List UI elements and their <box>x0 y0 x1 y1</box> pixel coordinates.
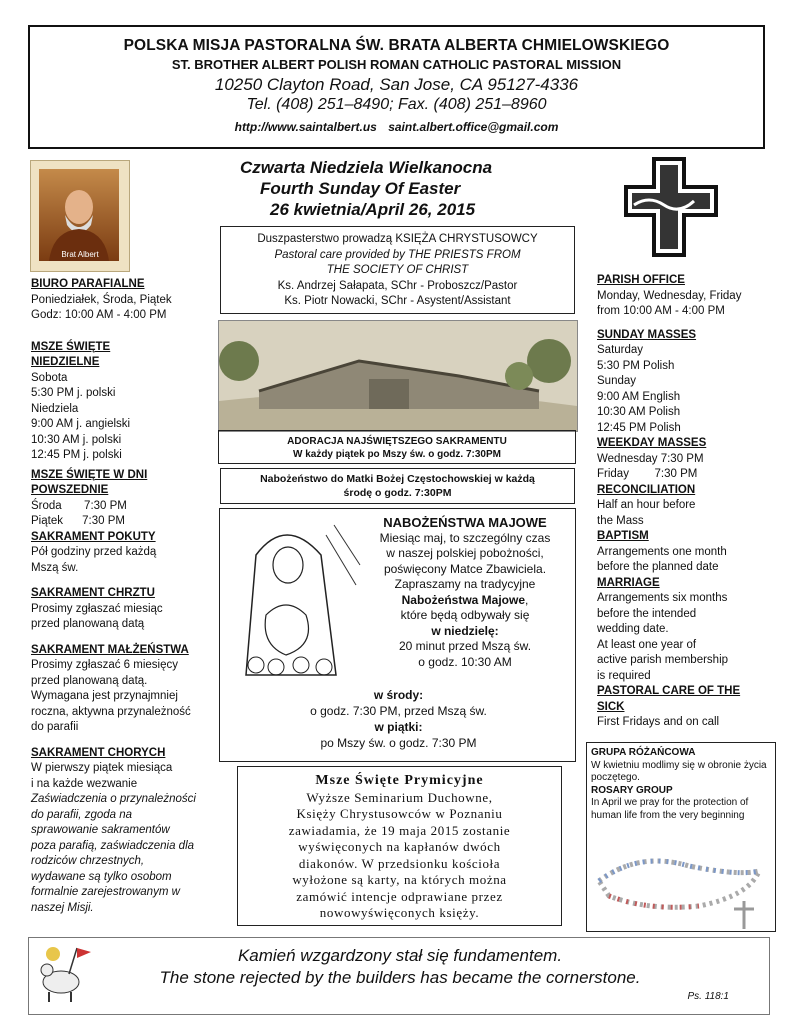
biuro-days: Poniedziałek, Środa, Piątek <box>31 293 172 306</box>
church-drawing <box>218 320 578 432</box>
zaswiadczenia-line: Zaświadczenia o przynależności <box>31 793 196 805</box>
msze-line: 9:00 AM j. angielski <box>31 418 131 430</box>
czestochowa-box <box>220 468 575 504</box>
first-masses-box <box>237 766 562 926</box>
sunday-line: Sunday <box>597 375 637 387</box>
may-line: w naszej polskiej pobożności, <box>386 546 544 560</box>
msze-line: 12:45 PM j. polski <box>31 449 122 461</box>
quote-english: The stone rejected by the builders has became the cornerstone. <box>159 968 641 987</box>
rosary-heading-english: ROSARY GROUP <box>591 784 673 796</box>
title-date: 26 kwietnia/April 26, 2015 <box>270 200 476 219</box>
first-masses-line: wyświęconych na kapłanów dwóch <box>298 839 501 854</box>
zaswiadczenia-line: rodziców chrzestnych, <box>31 855 145 867</box>
sick-heading-2: SICK <box>597 700 625 713</box>
biuro-hours: Godz: 10:00 AM - 4:00 PM <box>31 309 167 321</box>
zaswiadczenia-line: poza parafią, zaświadczenia dla <box>31 839 195 852</box>
quote-reference: Ps. 118:1 <box>687 991 729 1002</box>
mission-name-polish: POLSKA MISJA PASTORALNA ŚW. BRATA ALBERTA CHMIELOWSKIEGO <box>123 37 670 54</box>
mission-name-english: ST. BROTHER ALBERT POLISH ROMAN CATHOLIC PASTORAL MISSION <box>171 57 622 72</box>
society-of-christ-seal-icon <box>624 157 724 257</box>
header-box <box>28 25 765 149</box>
may-devotions-title: NABOŻEŃSTWA MAJOWE <box>383 515 547 530</box>
biuro-heading: BIURO PARAFIALNE <box>31 278 145 290</box>
dni-line: Piątek 7:30 PM <box>31 515 125 527</box>
brother-albert-portrait <box>30 160 130 272</box>
may-friday-heading: w piątki: <box>374 720 423 734</box>
first-masses-line: zawiadamia, że 19 maja 2015 zostanie <box>288 822 511 838</box>
czestochowa-line: środę o godz. 7:30PM <box>343 487 452 499</box>
portrait-caption: Brat Albert <box>61 250 99 259</box>
marriage-line: is required <box>597 669 651 682</box>
rosary-text-english: In April we pray for the protection of human life from the very beginning <box>591 797 749 821</box>
pastor-name: Ks. Andrzej Sałapata, SChr - Proboszcz/Pastor <box>277 279 518 292</box>
first-masses-line: Wyższe Seminarium Duchowne, <box>306 789 493 805</box>
weekday-line: Friday 7:30 PM <box>597 468 698 480</box>
baptism-heading: BAPTISM <box>597 530 649 542</box>
weekday-masses-heading: WEEKDAY MASSES <box>597 437 707 449</box>
pastoral-line: Pastoral care provided by THE PRIESTS FROM <box>274 248 521 261</box>
sick-heading-1: PASTORAL CARE OF THE <box>597 685 741 697</box>
marriage-line: active parish membership <box>597 654 729 666</box>
may-wednesday-heading: w środy: <box>373 688 424 702</box>
phone-fax: Tel. (408) 251–8490; Fax. (408) 251–8960 <box>246 96 547 113</box>
malzenstwa-line: roczna, aktywna przynależność <box>31 705 191 718</box>
pokuty-line: Mszą św. <box>31 561 79 574</box>
zaswiadczenia-line: formalnie zarejestrowanym w <box>31 886 180 898</box>
pokuty-line: Pół godziny przed każdą <box>31 546 157 558</box>
sunday-line: 12:45 PM Polish <box>597 421 681 434</box>
quote-polish: Kamień wzgardzony stał się fundamentem. <box>237 946 563 965</box>
rosary-beads-icon <box>589 851 774 931</box>
first-masses-line: diakonów. W przedsionku kościoła <box>298 855 501 871</box>
may-sunday-heading: w niedzielę: <box>431 623 499 638</box>
malzenstwa-heading: SAKRAMENT MAŁŻEŃSTWA <box>31 643 189 656</box>
title-polish: Czwarta Niedziela Wielkanocna <box>240 158 493 177</box>
pastoral-care-box <box>220 226 575 314</box>
address: 10250 Clayton Road, San Jose, CA 95127-4336 <box>214 75 579 94</box>
reconciliation-line: the Mass <box>597 514 644 527</box>
may-line-bold: Nabożeństwa Majowe <box>401 592 525 607</box>
right-info-column <box>597 273 777 731</box>
zaswiadczenia-line: naszej Misji. <box>31 901 94 914</box>
marriage-line: Arrangements six months <box>597 592 728 604</box>
msze-heading-2: NIEDZIELNE <box>31 356 100 368</box>
malzenstwa-line: do parafii <box>31 721 79 733</box>
baptism-line: before the planned date <box>597 561 719 573</box>
first-masses-line: Księży Chrystusowców w Poznaniu <box>296 806 503 821</box>
may-line: 20 minut przed Mszą św. <box>398 639 532 653</box>
marriage-line: wedding date. <box>597 623 669 635</box>
rosary-heading-polish: GRUPA RÓŻAŃCOWA <box>591 747 696 758</box>
adoration-title: ADORACJA NAJŚWIĘTSZEGO SAKRAMENTU <box>287 436 507 447</box>
may-line: poświęcony Matce Zbawiciela. <box>383 561 547 576</box>
pastoral-line: THE SOCIETY OF CHRIST <box>326 264 469 276</box>
website-link[interactable]: http://www.saintalbert.us <box>234 120 377 134</box>
chrztu-heading: SAKRAMENT CHRZTU <box>31 587 155 599</box>
msze-line: Niedziela <box>31 402 79 415</box>
may-line: Zapraszamy na tradycyjne <box>394 577 536 591</box>
may-line: po Mszy św. o godz. 7:30 PM <box>320 736 477 750</box>
rosary-text-polish: W kwietniu modlimy się w obronie życia poczętego. <box>591 759 767 783</box>
zaswiadczenia-line: sprawowanie sakramentów <box>31 824 170 836</box>
reconciliation-line: Half an hour before <box>597 499 696 511</box>
weekday-line: Wednesday 7:30 PM <box>597 452 704 465</box>
first-masses-line: nowowyświęconych księży. <box>319 905 480 920</box>
may-devotions-box <box>219 508 576 762</box>
sunday-line: 10:30 AM Polish <box>597 406 681 418</box>
adoration-time: W każdy piątek po Mszy św. o godz. 7:30PM <box>292 449 501 460</box>
marriage-line: At least one year of <box>597 638 697 651</box>
chrztu-line: Prosimy zgłaszać miesiąc <box>31 602 163 615</box>
office-line: from 10:00 AM - 4:00 PM <box>597 305 725 317</box>
sunday-line: Saturday <box>597 344 644 356</box>
may-line: o godz. 10:30 AM <box>418 654 512 669</box>
assistant-name: Ks. Piotr Nowacki, SChr - Asystent/Assistant <box>284 295 511 307</box>
rosary-group-box <box>586 742 776 932</box>
may-line: o godz. 7:30 PM, przed Mszą św. <box>310 704 487 718</box>
marriage-heading: MARRIAGE <box>597 576 660 589</box>
chorych-line: i na każde wezwanie <box>31 777 138 790</box>
sunday-title <box>240 157 560 220</box>
first-masses-line: zamówić intencje odprawiane przez <box>296 888 503 904</box>
msze-heading-1: MSZE ŚWIĘTE <box>31 340 111 353</box>
msze-line: 5:30 PM j. polski <box>31 387 116 399</box>
sick-line: First Fridays and on call <box>597 716 720 728</box>
sunday-line: 5:30 PM Polish <box>597 359 675 372</box>
left-info-column <box>31 277 231 916</box>
malzenstwa-line: przed planowaną datą. <box>31 674 148 687</box>
may-line-comma: , <box>525 592 529 607</box>
msze-line: 10:30 AM j. polski <box>31 433 122 446</box>
pokuty-heading: SAKRAMENT POKUTY <box>31 530 156 543</box>
chorych-heading: SAKRAMENT CHORYCH <box>31 746 166 759</box>
pastoral-line: Duszpasterstwo prowadzą KSIĘŻA CHRYSTUSOWCY <box>257 233 538 245</box>
may-line: Miesiąc maj, to szczególny czas <box>379 530 551 545</box>
marriage-line: before the intended <box>597 607 697 620</box>
madonna-drawing-icon <box>226 515 361 685</box>
dni-heading-2: POWSZEDNIE <box>31 484 109 496</box>
chorych-line: W pierwszy piątek miesiąca <box>31 762 173 774</box>
footer-quote-box <box>28 937 770 1015</box>
first-masses-line: wyłożone są karty, na których można <box>292 872 507 887</box>
reconciliation-heading: RECONCILIATION <box>597 483 696 496</box>
dni-heading-1: MSZE ŚWIĘTE W DNI <box>31 468 148 481</box>
dni-line: Środa 7:30 PM <box>31 499 127 512</box>
first-masses-title: Msze Święte Prymicyjne <box>315 773 484 788</box>
zaswiadczenia-line: wydawane są tylko osobom <box>31 870 172 883</box>
malzenstwa-line: Prosimy zgłaszać 6 miesięcy <box>31 659 178 671</box>
adoration-box <box>218 430 576 464</box>
zaswiadczenia-line: do parafii, zgoda na <box>31 808 133 821</box>
malzenstwa-line: Wymagana jest przynajmniej <box>31 690 178 702</box>
parish-office-heading: PARISH OFFICE <box>597 274 685 286</box>
baptism-line: Arrangements one month <box>597 545 727 558</box>
email-link[interactable]: saint.albert.office@gmail.com <box>388 120 559 134</box>
office-line: Monday, Wednesday, Friday <box>597 289 742 302</box>
title-english: Fourth Sunday Of Easter <box>260 179 461 198</box>
sunday-line: 9:00 AM English <box>597 390 681 403</box>
sunday-masses-heading: SUNDAY MASSES <box>597 328 697 341</box>
chrztu-line: przed planowaną datą <box>31 618 145 630</box>
may-line: które będą odbywały się <box>400 608 530 622</box>
msze-line: Sobota <box>31 371 68 384</box>
czestochowa-line: Nabożeństwo do Matki Bożej Częstochowskiej w każdą <box>260 473 535 485</box>
